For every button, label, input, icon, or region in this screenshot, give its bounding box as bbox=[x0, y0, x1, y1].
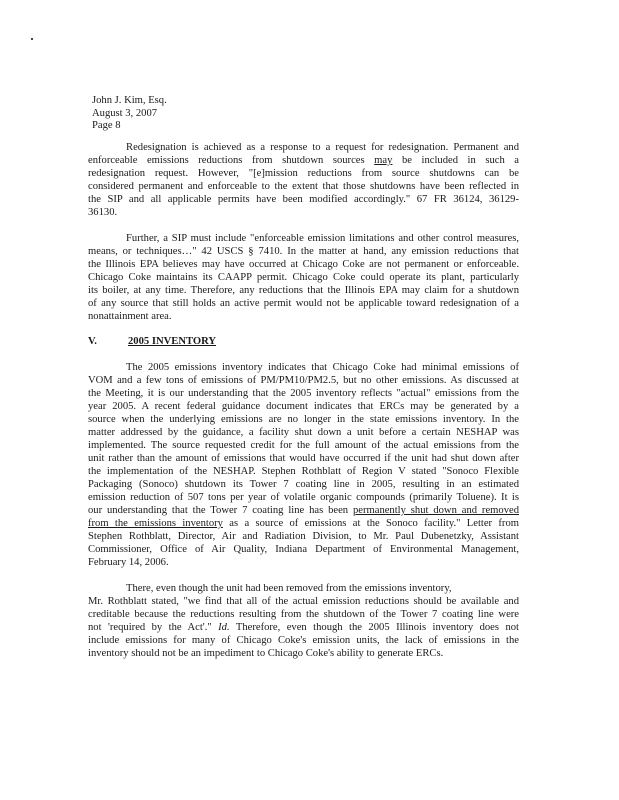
text-line: means, or techniques…" 42 USCS § 7410. In the matter at hand, any emission reductions that bbox=[88, 246, 519, 257]
text-line: inventory should not be an impediment to Chicago Coke's ability to generate ERCs. bbox=[88, 648, 444, 659]
text-line: matter addressed by the guidance, a facility shut down a unit before a certain NESHAP was bbox=[88, 427, 519, 438]
text-line: the SIP and all applicable permits have been modified accordingly." 67 FR 36124, 36129- bbox=[88, 194, 519, 205]
letter-date: August 3, 2007 bbox=[92, 107, 158, 119]
text-line: Stephen Rothblatt, Director, Air and Radiation Division, to Mr. Paul Dubenetzky, Assistant bbox=[88, 531, 519, 542]
text-line: 36130. bbox=[88, 207, 118, 218]
scan-speck bbox=[31, 38, 33, 40]
text-line: the Meeting, it is our understanding that the 2005 inventory reflects "actual" emissions from the bbox=[88, 388, 519, 399]
text-line: Commissioner, Office of Air Quality, Indiana Department of Environmental Management, bbox=[88, 544, 519, 555]
text-line: its boiler, at any time. Therefore, any reductions that the Illinois EPA may claim for a shutdown bbox=[88, 285, 519, 296]
section-title: 2005 INVENTORY bbox=[128, 336, 217, 347]
citation-id: Id. bbox=[218, 622, 230, 633]
text-line: Packaging (Sonoco) shutdown its Tower 7 coating line in 2005, resulting in an estimated bbox=[88, 479, 519, 490]
section-heading bbox=[88, 336, 216, 347]
text-line: February 14, 2006. bbox=[88, 557, 169, 568]
text-line: emission reduction of 507 tons per year of volatile organic compounds (primarily Toluene). It is bbox=[88, 492, 519, 503]
text-line: Further, a SIP must include "enforceable emission limitations and other control measures, bbox=[126, 233, 519, 244]
paragraph-rothblatt bbox=[88, 582, 519, 660]
paragraph-inventory bbox=[88, 361, 519, 569]
text-line: VOM and a few tons of emissions of PM/PM10/PM2.5, but no other emissions. As discussed at bbox=[88, 375, 519, 386]
text-line: the Illinois EPA believes may have occurred at Chicago Coke are not permanent or enforceable. bbox=[88, 259, 519, 270]
text-line: unit rather than the amount of emissions that would have occurred if the unit had shut down after bbox=[88, 453, 519, 464]
emphasis-may: may bbox=[374, 155, 393, 166]
text-line: creditable because the reductions resulting from the shutdown of the Tower 7 coating line were bbox=[88, 609, 519, 620]
text-line: of any source that still holds an active permit would not be applicable toward redesignation of a bbox=[88, 298, 519, 309]
section-number: V. bbox=[88, 336, 97, 347]
text-line: enforceable emissions reductions from shutdown sources may be included in such a bbox=[88, 155, 519, 166]
text-line: from the emissions inventory as a source of emissions at the Sonoco facility." Letter from bbox=[88, 518, 520, 529]
page-number: Page 8 bbox=[92, 120, 121, 132]
paragraph-redesignation bbox=[88, 141, 519, 219]
text-line: The 2005 emissions inventory indicates that Chicago Coke had minimal emissions of bbox=[126, 362, 519, 373]
recipient-name: John J. Kim, Esq. bbox=[92, 95, 167, 106]
letter-header bbox=[92, 95, 167, 133]
emphasis-removed: from the emissions inventory bbox=[88, 518, 223, 529]
text-line: implemented. The source requested credit for the full amount of the actual emissions from the bbox=[88, 440, 519, 451]
text-line: Redesignation is achieved as a response to a request for redesignation. Permanent and bbox=[126, 142, 519, 153]
emphasis-shut-down: permanently shut down and removed bbox=[352, 505, 519, 516]
text-line: Chicago Coke maintains its CAAPP permit. Chicago Coke could operate its plant, particularly bbox=[88, 272, 519, 283]
paragraph-sip-requirements bbox=[88, 232, 519, 323]
text-line: redesignation request. However, "[e]mission reductions from source shutdowns can be bbox=[88, 168, 519, 179]
text-line: There, even though the unit had been removed from the emissions inventory, bbox=[126, 583, 452, 594]
text-line: Mr. Rothblatt stated, "we find that all of the actual emission reductions should be available and bbox=[88, 596, 519, 607]
text-line: our understanding that the Tower 7 coating line has been permanently shut down and removed bbox=[88, 505, 519, 516]
text-line: year 2005. A recent federal guidance document indicates that ERCs may be generated by a bbox=[88, 401, 519, 412]
text-line: not 'required by the Act'." Id. Therefore, even though the 2005 Illinois inventory does not bbox=[88, 622, 519, 633]
text-line: nonattainment area. bbox=[88, 311, 172, 322]
text-line: source when the underlying emissions are no longer in the state emissions inventory. In the bbox=[88, 414, 519, 425]
text-line: include emissions for many of Chicago Coke's emission units, the lack of emissions in the bbox=[88, 635, 519, 646]
text-line: the implementation of the NESHAP. Stephen Rothblatt of Region V stated "Sonoco Flexible bbox=[88, 466, 519, 477]
text-line: considered permanent and enforceable to the extent that those shutdowns have been reflected in bbox=[88, 181, 519, 192]
